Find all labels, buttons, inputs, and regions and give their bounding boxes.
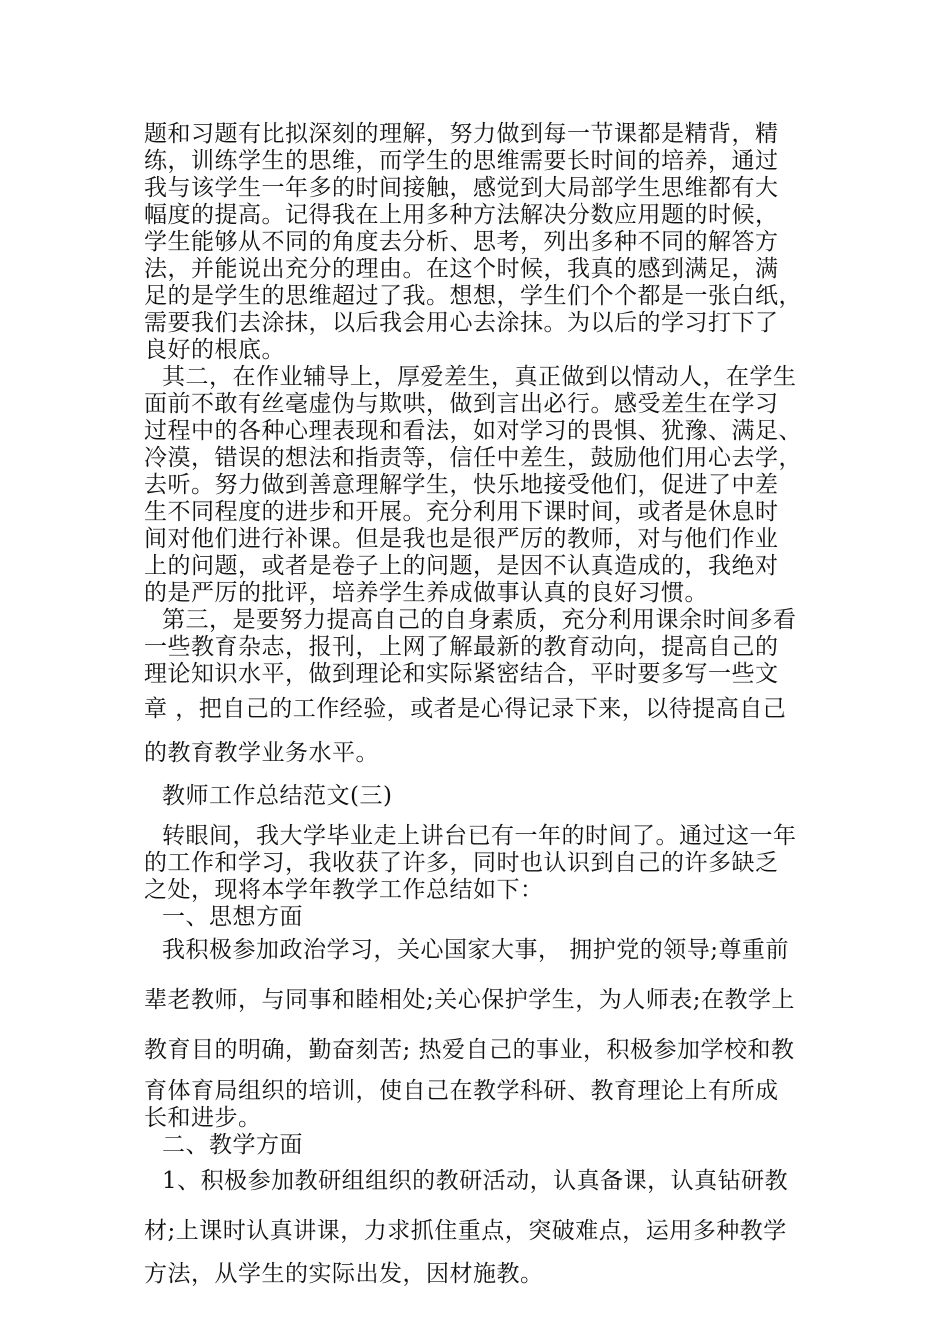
paragraph-start-line: 其二，在作业辅导上，厚爱差生，真正做到以情动人，在学生 [162, 364, 797, 390]
text-line: 间对他们进行补课。但是我也是很严厉的教师，对与他们作业 [144, 526, 779, 552]
paragraph-start-line: 我积极参加政治学习，关心国家大事， 拥护党的领导;尊重前 [162, 937, 790, 963]
text-line: 的是严厉的批评，培养学生养成做事认真的良好习惯。 [144, 580, 708, 606]
text-line: 材;上课时认真讲课，力求抓住重点，突破难点，运用多种教学 [144, 1218, 787, 1244]
text-line: 练，训练学生的思维，而学生的思维需要长时间的培养，通过 [144, 148, 779, 174]
text-line: 题和习题有比拟深刻的理解，努力做到每一节课都是精背，精 [144, 121, 779, 147]
text-line: 长和进步。 [144, 1105, 262, 1131]
text-line: 生不同程度的进步和开展。充分利用下课时间，或者是休息时 [144, 499, 779, 525]
text-line: 的工作和学习，我收获了许多，同时也认识到自己的许多缺乏 [144, 850, 779, 876]
paragraph-start-line: 1、积极参加教研组组织的教研活动，认真备课，认真钻研教 [162, 1168, 789, 1194]
text-line: 幅度的提高。记得我在上用多种方法解决分数应用题的时候， [144, 202, 779, 228]
text-line: 上的问题，或者是卷子上的问题，是因不认真造成的，我绝对 [144, 553, 779, 579]
text-line: 辈老教师，与同事和睦相处;关心保护学生，为人师表;在教学上 [144, 987, 795, 1013]
text-line: 教育目的明确，勤奋刻苦; 热爱自己的事业，积极参加学校和教 [144, 1037, 795, 1063]
text-line: 方法，从学生的实际出发，因材施教。 [144, 1261, 544, 1287]
text-line: 需要我们去涂抹，以后我会用心去涂抹。为以后的学习打下了 [144, 310, 779, 336]
text-line: 良好的根底。 [144, 337, 285, 363]
text-line: 一些教育杂志，报刊，上网了解最新的教育动向，提高自己的 [144, 634, 779, 660]
text-line: 之处，现将本学年教学工作总结如下： [144, 877, 544, 903]
paragraph-start-line: 转眼间，我大学毕业走上讲台已有一年的时间了。通过这一年 [162, 823, 797, 849]
text-line: 的教育教学业务水平。 [144, 740, 379, 766]
text-line: 育体育局组织的培训，使自己在教学科研、教育理论上有所成 [144, 1078, 779, 1104]
text-line: 我与该学生一年多的时间接触，感觉到大局部学生思维都有大 [144, 175, 779, 201]
text-line: 去听。努力做到善意理解学生，快乐地接受他们，促进了中差 [144, 472, 779, 498]
text-line: 面前不敢有丝毫虚伪与欺哄，做到言出必行。感受差生在学习 [144, 391, 779, 417]
text-line: 足的是学生的思维超过了我。想想，学生们个个都是一张白纸， [144, 283, 802, 309]
text-line: 章 ，把自己的工作经验，或者是心得记录下来，以待提高自己 [144, 696, 787, 722]
text-line: 过程中的各种心理表现和看法，如对学习的畏惧、犹豫、满足、 [144, 418, 802, 444]
text-line: 理论知识水平，做到理论和实际紧密结合，平时要多写一些文 [144, 661, 779, 687]
text-line: 冷漠，错误的想法和指责等，信任中差生，鼓励他们用心去学， [144, 445, 802, 471]
section-heading: 一、思想方面 [162, 904, 303, 930]
text-line: 学生能够从不同的角度去分析、思考，列出多种不同的解答方 [144, 229, 779, 255]
paragraph-start-line: 第三，是要努力提高自己的自身素质，充分利用课余时间多看 [162, 607, 797, 633]
section-heading: 二、教学方面 [162, 1132, 303, 1158]
text-line: 法，并能说出充分的理由。在这个时候，我真的感到满足，满 [144, 256, 779, 282]
section-title: 教师工作总结范文(三) [162, 783, 393, 809]
